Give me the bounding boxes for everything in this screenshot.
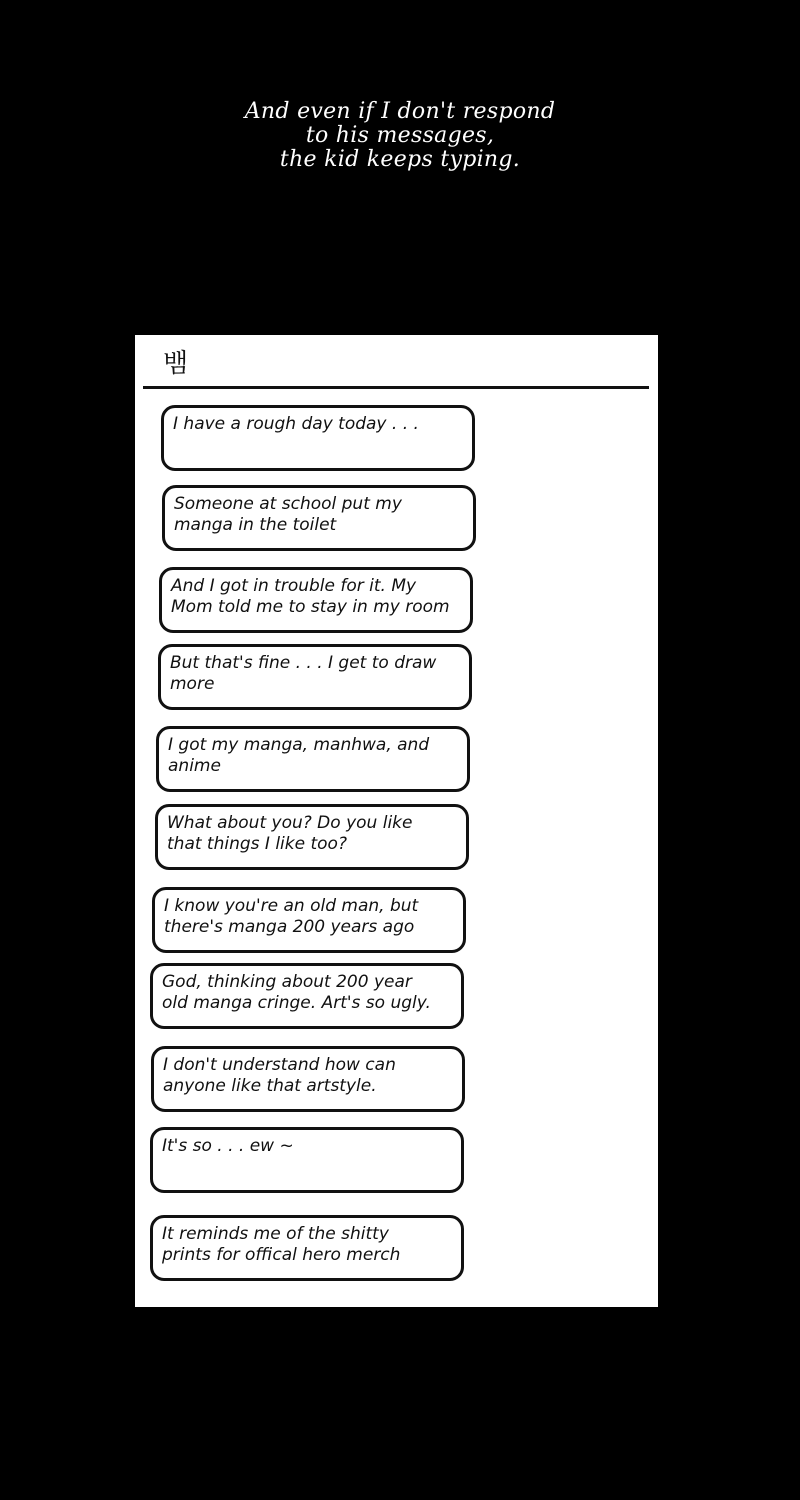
contact-name: 뱀 [163,349,189,379]
message-bubble: Someone at school put my manga in the toilet [162,485,476,551]
chat-screen [135,335,658,1307]
message-bubble: I have a rough day today . . . [161,405,475,471]
message-bubble: It's so . . . ew ~ [150,1127,464,1193]
narration-caption: And even if I don't respond to his messages, the kid keeps typing. [244,99,556,172]
header-divider [143,386,649,389]
message-bubble: It reminds me of the shitty prints for offical hero merch [150,1215,464,1281]
message-bubble: What about you? Do you like that things I like too? [155,804,469,870]
message-bubble: But that's fine . . . I get to draw more [158,644,472,710]
message-bubble: I don't understand how can anyone like that artstyle. [151,1046,465,1112]
message-bubble: God, thinking about 200 year old manga cringe. Art's so ugly. [150,963,464,1029]
message-bubble: I got my manga, manhwa, and anime [156,726,470,792]
message-bubble: And I got in trouble for it. My Mom told me to stay in my room [159,567,473,633]
message-bubble: I know you're an old man, but there's manga 200 years ago [152,887,466,953]
